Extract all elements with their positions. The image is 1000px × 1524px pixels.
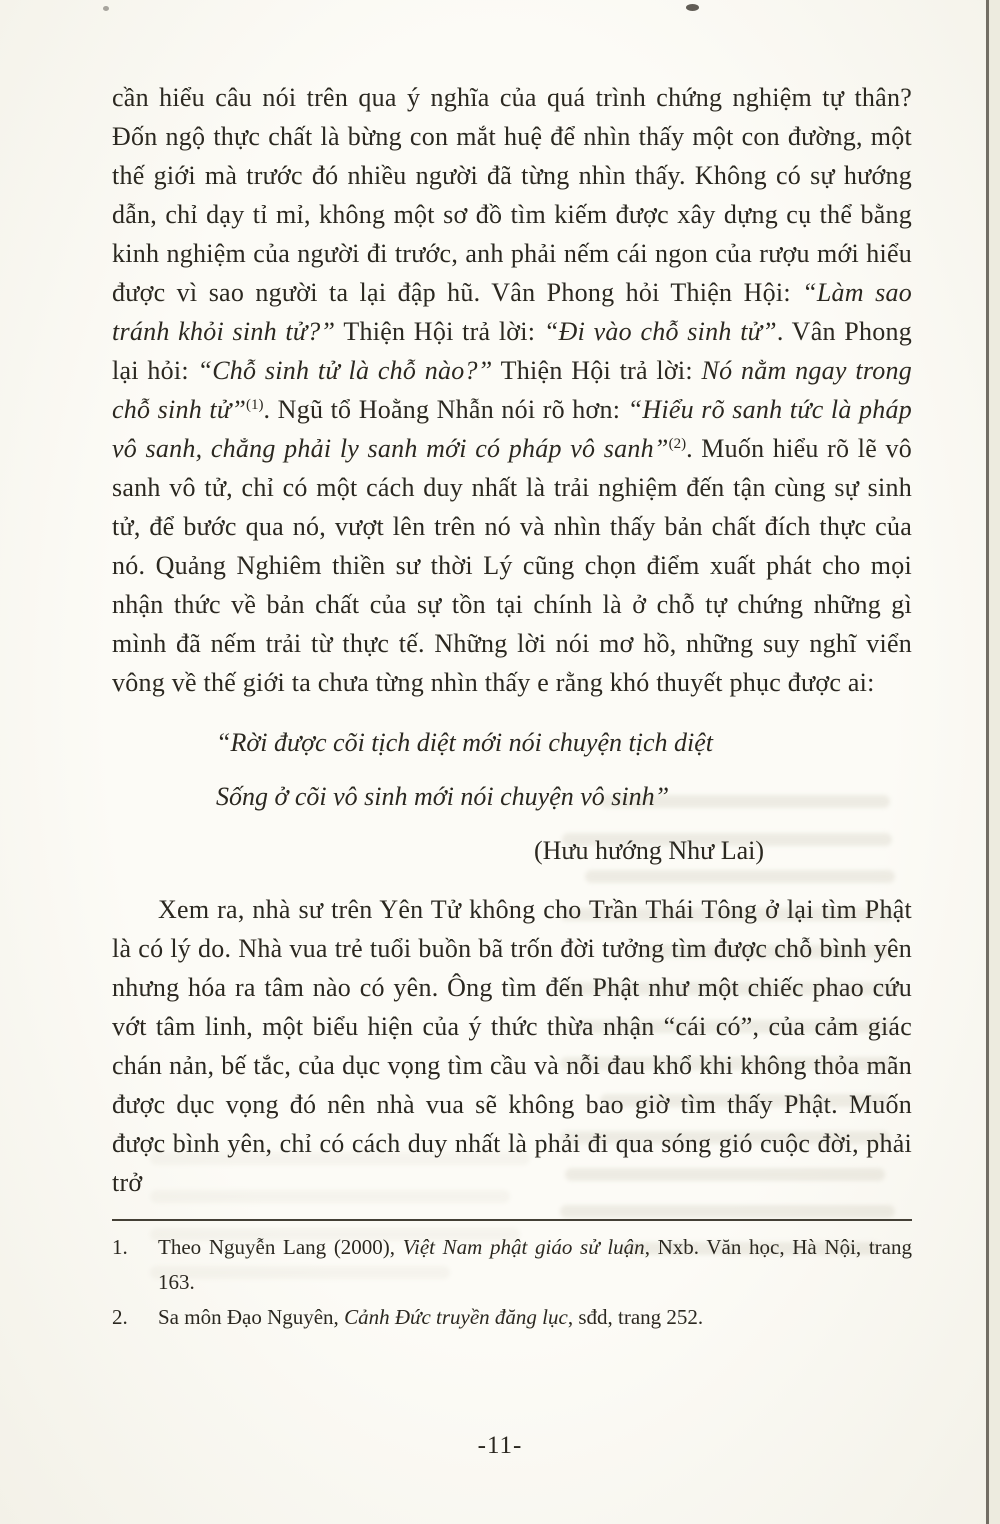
footnote-text: Theo Nguyễn Lang (2000), Việt Nam phật giáo sử luận, Nxb. Văn học, Hà Nội, trang 163. (158, 1235, 912, 1294)
footnote-1 (112, 1230, 912, 1300)
paragraph-continuation: cần hiểu câu nói trên qua ý nghĩa của quá trình chứng nghiệm tự thân? Đốn ngộ thực chất là bừng con mắt huệ để nhìn thấy một con đường, một thế giới mà trước đó nhiều người đã từng nhìn thấy. Không có sự hướng dẫn, chỉ dạy tỉ mỉ, không một sơ đồ tìm kiếm được xây dựng cụ thể bằng kinh nghiệm của người đi trước, anh phải nếm cái ngon của rượu mới hiểu được vì sao người ta lại đập hũ. Vân Phong hỏi Thiện Hội: “Làm sao tránh khỏi sinh tử?” Thiện Hội trả lời: “Đi vào chỗ sinh tử”. Vân Phong lại hỏi: “Chỗ sinh tử là chỗ nào?” Thiện Hội trả lời: Nó nằm ngay trong chỗ sinh tử”$^{(1)}$. Ngũ tổ Hoằng Nhẫn nói rõ hơn: “Hiểu rõ sanh tức là pháp vô sanh, chẳng phải ly sanh mới có pháp vô sanh”$^{(2)}$. Muốn hiểu rõ lẽ vô sanh vô tử, chỉ có một cách duy nhất là trải nghiệm đến tận cùng sự sinh tử, để bước qua nó, vượt lên trên nó và nhìn thấy bản chất đích thực của nó. Quảng Nghiêm thiền sư thời Lý cũng chọn điểm xuất phát cho mọi nhận thức về bản chất của sự tồn tại chính là ở chỗ tự chứng những gì mình đã nếm trải từ thực tế. Những lời nói mơ hồ, những suy nghĩ viển vông về thế giới ta chưa từng nhìn thấy e rằng khó thuyết phục được ai: (112, 83, 913, 697)
page-edge-line (986, 0, 989, 1524)
poem-attribution: (Hưu hướng Như Lai) (533, 836, 764, 865)
footnote-number: 1. (112, 1235, 128, 1259)
scan-speck (103, 6, 109, 11)
footnote-separator (112, 1219, 912, 1221)
text-block (112, 78, 912, 1335)
poem-quote (112, 716, 912, 878)
page-number: -11- (477, 1432, 523, 1459)
footnotes (112, 1230, 912, 1335)
footnote-2 (112, 1300, 912, 1335)
footnote-number: 2. (112, 1305, 128, 1329)
poem-line-2: Sống ở cõi vô sinh mới nói chuyện vô sinh” (216, 782, 670, 811)
poem-line-1: “Rời được cõi tịch diệt mới nói chuyện tịch diệt (216, 728, 713, 757)
footnote-text: Sa môn Đạo Nguyên, Cảnh Đức truyền đăng lục, sđd, trang 252. (158, 1305, 704, 1329)
paragraph: Xem ra, nhà sư trên Yên Tử không cho Trần Thái Tông ở lại tìm Phật là có lý do. Nhà vua trẻ tuổi buồn bã trốn đời tưởng tìm được chỗ bình yên nhưng hóa ra tâm nào có yên. Ông tìm đến Phật như một chiếc phao cứu vớt tâm linh, một biểu hiện của ý thức thừa nhận “cái có”, của cảm giác chán nản, bế tắc, của dục vọng tìm cầu và nỗi đau khổ khi không thỏa mãn được dục vọng đó nên nhà vua sẽ không bao giờ tìm thấy Phật. Muốn được bình yên, chỉ có cách duy nhất là phải đi qua sóng gió cuộc đời, phải trở (112, 895, 912, 1197)
page-edge-strip (989, 0, 1000, 1524)
scan-speck (686, 4, 699, 11)
